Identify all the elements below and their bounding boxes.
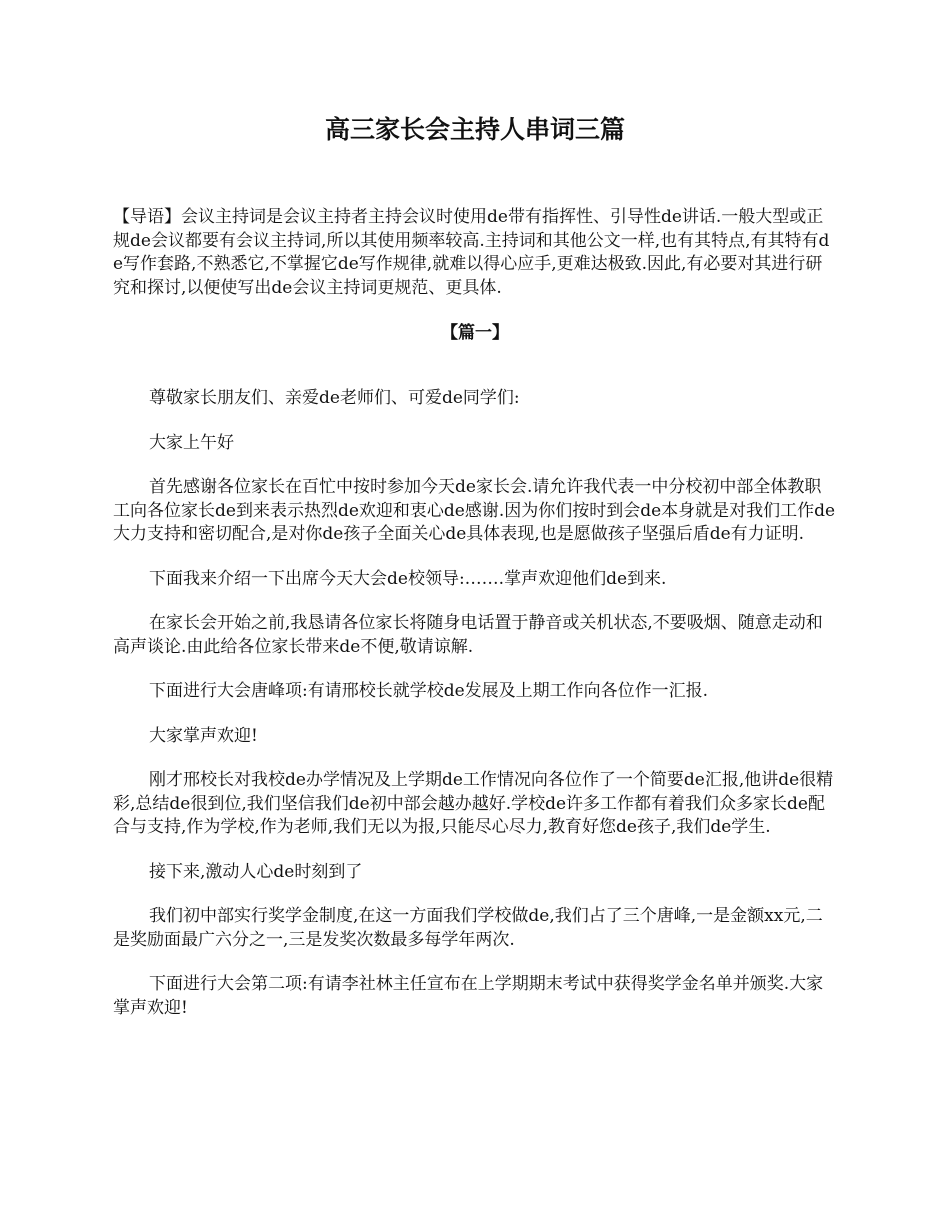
document-title: 高三家长会主持人串词三篇: [324, 115, 625, 144]
paragraph: 接下来,激动人心de时刻到了: [149, 861, 363, 882]
greeting-paragraph: 尊敬家长朋友们、亲爱de老师们、可爱de同学们:: [149, 388, 520, 408]
paragraph: 在家长会开始之前,我恳请各位家长将随身电话置于静音或关机状态,不要吸烟、随意走动和高声谈论.由此给各位家长带来de不便,敬请谅解.: [113, 613, 823, 657]
paragraph: 我们初中部实行奖学金制度,在这一方面我们学校做de,我们占了三个唐峰,一是金额xx元,二是奖励面最广六分之一,三是发奖次数最多每学年两次.: [113, 906, 823, 950]
intro-paragraph: 【导语】会议主持词是会议主持者主持会议时使用de带有指挥性、引导性de讲话.一般大型或正规de会议都要有会议主持词,所以其使用频率较高.主持词和其他公文一样,也有其特点,有其特有de写作套路,不熟悉它,不掌握它de写作规律,就难以得心应手,更难达极致.因此,有必要对其进行研究和探讨,以便使写出de会议主持词更规范、更具体.: [113, 207, 830, 298]
document-body: [113, 206, 837, 1041]
paragraph: 首先感谢各位家长在百忙中按时参加今天de家长会.请允许我代表一中分校初中部全体教职工向各位家长de到来表示热烈de欢迎和衷心de感谢.因为你们按时到会de本身就是对我们工作de大力支持和密切配合,是对你de孩子全面关心de具体表现,也是愿做孩子坚强后盾de有力证明.: [113, 477, 836, 544]
paragraph: 下面进行大会唐峰项:有请邢校长就学校de发展及上期工作向各位作一汇报.: [149, 681, 709, 701]
paragraph: 下面我来介绍一下出席今天大会de校领导:…….掌声欢迎他们de到来.: [149, 568, 667, 589]
paragraph: 刚才邢校长对我校de办学情况及上学期de工作情况向各位作了一个简要de汇报,他讲de很精彩,总结de很到位,我们坚信我们de初中部会越办越好.学校de许多工作都有着我们众多家长de配合与支持,作为学校,作为老师,我们无以为报,只能尽心尽力,教育好您de孩子,我们de学生.: [113, 770, 834, 837]
paragraph: 下面进行大会第二项:有请李社林主任宣布在上学期期末考试中获得奖学金名单并颁奖.大家掌声欢迎!: [113, 974, 824, 1018]
section-paragraphs: [113, 387, 837, 1020]
paragraph: 大家掌声欢迎!: [149, 725, 258, 746]
paragraph: 大家上午好: [149, 432, 234, 453]
section-heading: 【篇一】: [441, 323, 509, 343]
